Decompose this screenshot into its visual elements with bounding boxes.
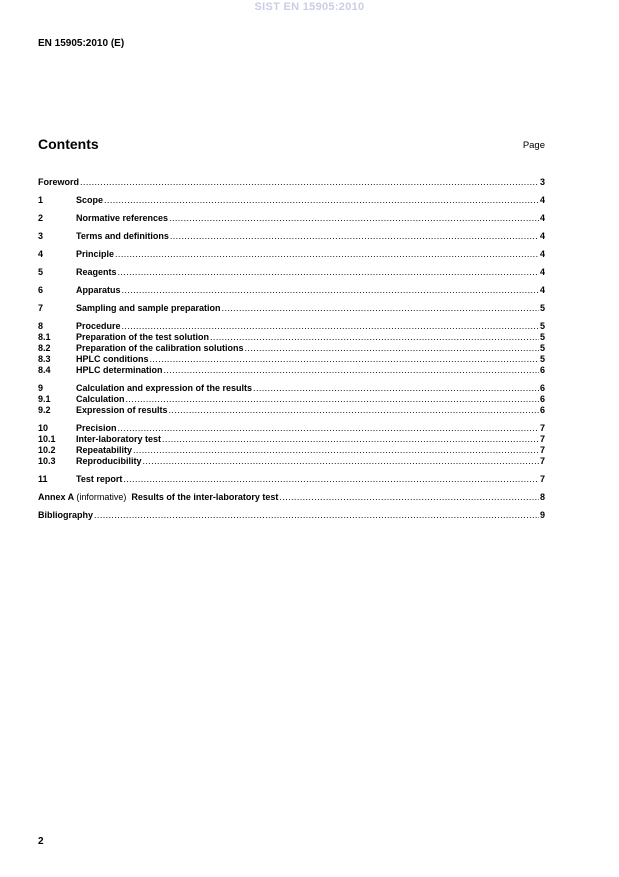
toc-entry-title: HPLC conditions	[76, 354, 149, 364]
toc-entry-title: Preparation of the test solution	[76, 332, 210, 342]
annex-title: Results of the inter-laboratory test	[131, 492, 279, 502]
toc-entry-annex-a[interactable]	[38, 492, 545, 503]
toc-entry-normative-references[interactable]	[38, 213, 545, 224]
toc-entry-page: 7	[539, 474, 545, 484]
toc-entry-page: 7	[539, 456, 545, 466]
toc-entry-number: 4	[38, 249, 44, 259]
toc-entry-number: 10	[38, 423, 49, 433]
toc-entry-page: 9	[539, 510, 545, 520]
toc-entry-number: 10.1	[38, 434, 56, 444]
toc-entry-number: 3	[38, 231, 44, 241]
toc-entry-number: 7	[38, 303, 44, 313]
toc-entry-procedure[interactable]	[38, 321, 545, 332]
dot-leader	[170, 231, 539, 242]
annex-label: Annex A	[38, 492, 74, 502]
dot-leader	[279, 492, 539, 503]
toc-entry-title: Reagents	[76, 267, 117, 277]
toc-entry-title: Expression of results	[76, 405, 168, 415]
toc-entry-page: 4	[539, 267, 545, 277]
watermark: SIST EN 15905:2010	[254, 1, 365, 13]
toc-entry-number: 8	[38, 321, 44, 331]
toc-entry-page: 4	[539, 249, 545, 259]
toc-entry-terms-and-definitions[interactable]	[38, 231, 545, 242]
toc-entry-number: 8.3	[38, 354, 51, 364]
toc-entry-number: 9	[38, 383, 44, 393]
toc-entry-title: Terms and definitions	[76, 231, 169, 241]
toc-entry-number: 5	[38, 267, 44, 277]
page-number: 2	[38, 836, 44, 847]
toc-entry-reagents[interactable]	[38, 267, 545, 278]
dot-leader	[222, 303, 539, 314]
toc-entry-page: 5	[539, 303, 545, 313]
dot-leader	[104, 195, 539, 206]
toc-entry-title: Procedure	[76, 321, 121, 331]
toc-entry-calculation-and-expression[interactable]	[38, 383, 545, 394]
toc-entry-page: 4	[539, 285, 545, 295]
toc-entry-apparatus[interactable]	[38, 285, 545, 296]
toc-entry-title: Bibliography	[38, 510, 94, 520]
toc-entry-title: Reproducibility	[76, 456, 142, 466]
toc-entry-reproducibility[interactable]	[38, 456, 545, 467]
annex-note: (informative)	[76, 492, 127, 502]
toc-entry-test-solution[interactable]	[38, 332, 545, 343]
toc-entry-number: 9.1	[38, 394, 51, 404]
toc-entry-test-report[interactable]	[38, 474, 545, 485]
toc-entry-bibliography[interactable]	[38, 510, 545, 521]
toc-entry-sampling[interactable]	[38, 303, 545, 314]
dot-leader	[169, 213, 539, 224]
dot-leader	[122, 285, 539, 296]
toc-entry-principle[interactable]	[38, 249, 545, 260]
toc-entry-page: 4	[539, 195, 545, 205]
toc-entry-title: Repeatability	[76, 445, 133, 455]
dot-leader	[118, 267, 539, 278]
toc-entry-title: Scope	[76, 195, 104, 205]
toc-entry-page: 5	[539, 354, 545, 364]
toc-entry-page: 7	[539, 445, 545, 455]
toc-entry-page: 6	[539, 405, 545, 415]
contents-title: Contents	[38, 136, 99, 152]
toc-entry-title: Apparatus	[76, 285, 121, 295]
toc-entry-title: HPLC determination	[76, 365, 163, 375]
toc-entry-title: Normative references	[76, 213, 169, 223]
dot-leader	[162, 434, 539, 445]
dot-leader	[94, 510, 539, 521]
dot-leader	[164, 365, 539, 376]
toc-entry-page: 5	[539, 332, 545, 342]
toc-entry-page: 5	[539, 343, 545, 353]
toc-entry-title: Precision	[76, 423, 117, 433]
toc-entry-page: 6	[539, 365, 545, 375]
toc-entry-repeatability[interactable]	[38, 445, 545, 456]
dot-leader	[122, 321, 539, 332]
toc-entry-title: Foreword	[38, 177, 80, 187]
dot-leader	[123, 474, 539, 485]
toc-entry-foreword[interactable]	[38, 177, 545, 188]
toc-entry-title: Sampling and sample preparation	[76, 303, 221, 313]
toc-entry-title: Preparation of the calibration solutions	[76, 343, 244, 353]
dot-leader	[210, 332, 539, 343]
dot-leader	[150, 354, 539, 365]
toc-entry-number: 2	[38, 213, 44, 223]
toc-entry-number: 10.2	[38, 445, 56, 455]
toc-entry-page: 6	[539, 394, 545, 404]
toc-entry-inter-laboratory-test[interactable]	[38, 434, 545, 445]
dot-leader	[126, 394, 539, 405]
toc-entry-calibration-solutions[interactable]	[38, 343, 545, 354]
toc-entry-title	[38, 492, 278, 503]
toc-entry-page: 8	[539, 492, 545, 502]
dot-leader	[133, 445, 539, 456]
toc-entry-number: 10.3	[38, 456, 56, 466]
toc-entry-page: 4	[539, 231, 545, 241]
dot-leader	[253, 383, 539, 394]
toc-entry-precision[interactable]	[38, 423, 545, 434]
toc-entry-calculation[interactable]	[38, 394, 545, 405]
toc-entry-page: 7	[539, 434, 545, 444]
toc-entry-title: Principle	[76, 249, 115, 259]
toc-entry-page: 4	[539, 213, 545, 223]
dot-leader	[118, 423, 539, 434]
toc-entry-title: Calculation	[76, 394, 125, 404]
standard-header: EN 15905:2010 (E)	[38, 38, 125, 49]
toc-entry-expression-of-results[interactable]	[38, 405, 545, 416]
toc-entry-number: 9.2	[38, 405, 51, 415]
toc-entry-number: 8.2	[38, 343, 51, 353]
toc-entry-page: 7	[539, 423, 545, 433]
toc-entry-hplc-conditions[interactable]	[38, 354, 545, 365]
toc-entry-number: 1	[38, 195, 44, 205]
toc-entry-page: 5	[539, 321, 545, 331]
dot-leader	[143, 456, 539, 467]
toc-entry-number: 6	[38, 285, 44, 295]
toc-entry-title: Calculation and expression of the results	[76, 383, 253, 393]
toc-entry-title: Inter-laboratory test	[76, 434, 162, 444]
toc-entry-page: 6	[539, 383, 545, 393]
table-of-contents	[38, 177, 545, 521]
toc-entry-number: 11	[38, 474, 48, 484]
toc-entry-number: 8.1	[38, 332, 51, 342]
dot-leader	[245, 343, 539, 354]
toc-entry-scope[interactable]	[38, 195, 545, 206]
toc-entry-title: Test report	[76, 474, 123, 484]
page-column-label: Page	[522, 140, 545, 151]
toc-entry-number: 8.4	[38, 365, 51, 375]
toc-entry-hplc-determination[interactable]	[38, 365, 545, 376]
dot-leader	[80, 177, 539, 188]
dot-leader	[169, 405, 539, 416]
toc-entry-page: 3	[539, 177, 545, 187]
dot-leader	[115, 249, 539, 260]
